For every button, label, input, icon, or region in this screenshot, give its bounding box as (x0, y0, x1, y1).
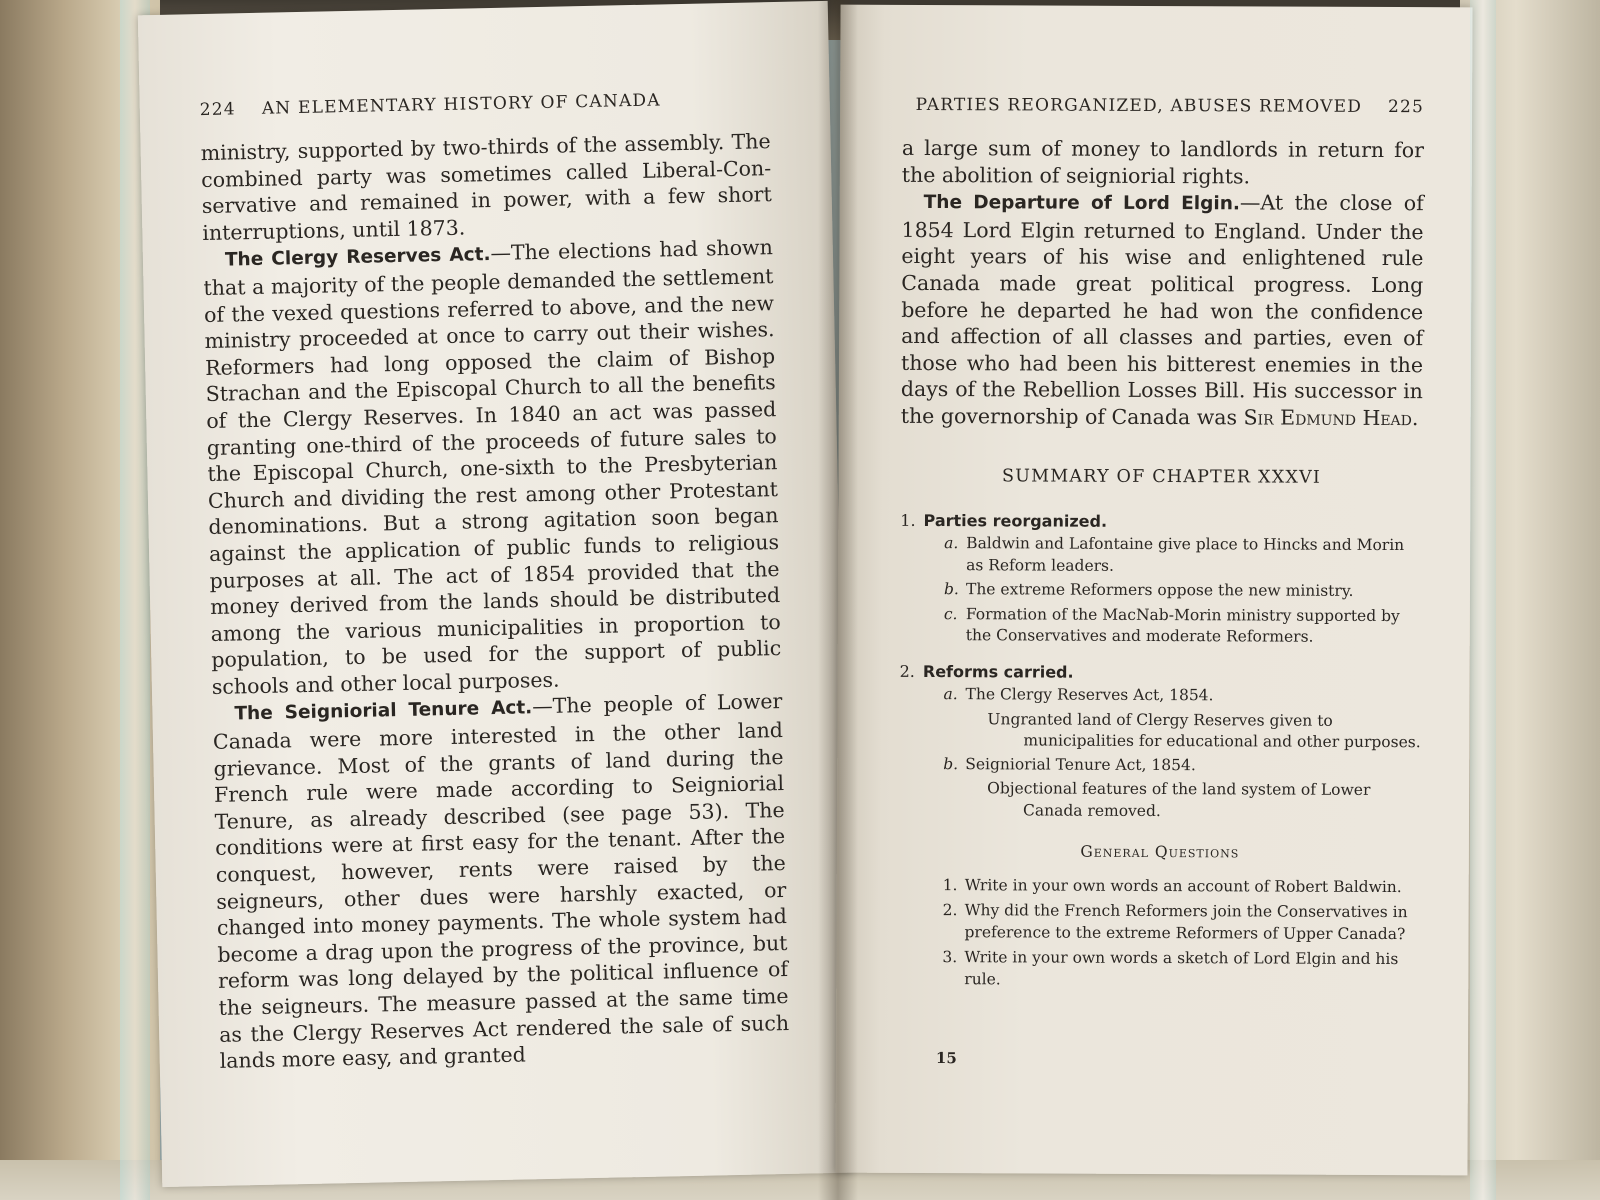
summary-section-heading (900, 509, 1422, 533)
paragraph (200, 128, 772, 246)
question-item (943, 875, 1421, 899)
paragraph-departure-elgin (901, 188, 1424, 432)
summary-subitem: Ungranted land of Clergy Reserves given to municipalities for educational and other purposes. (987, 709, 1421, 752)
right-page (835, 5, 1472, 1176)
book-gutter (818, 0, 858, 1200)
left-body-text (200, 128, 789, 1075)
paragraph-end: . (1411, 406, 1419, 431)
right-running-head (902, 95, 1424, 117)
question-text: Write in your own words an account of Robert Baldwin. (964, 875, 1402, 896)
seigniorial-tenure-heading: The Seigniorial Tenure Act. (234, 697, 533, 725)
paragraph-text: —At the close of 1854 Lord Elgin returned to England. Under the eight years of his wise and enlightened rule Canada made great political progress. Long before he departed he had won the confidence and affection of all classes and parties, even of those who had been his bitterest enemies in the days of the Rebellion Losses Bill. His successor in the governorship of Canada was (900, 190, 1424, 430)
question-item (942, 900, 1420, 945)
item-text: Formation of the MacNab-Morin ministry supported by the Conservatives and moderate Reformers. (965, 604, 1400, 646)
section-title: Parties reorganized. (923, 510, 1108, 531)
right-page-number: 225 (1388, 97, 1425, 118)
question-number: 2. (942, 901, 958, 920)
summary-item (944, 579, 1422, 603)
item-letter: c. (943, 604, 958, 623)
paragraph-text: a large sum of money to landlords in return for the abolition of seigniorial rights. (901, 135, 1424, 189)
left-running-head (200, 88, 770, 120)
paragraph-text: —The elections had shown that a majority of the people demanded the settlement of the vexed questions referred to above, and the new ministry proceeded at once to carry out their wishes. Reformers had long opposed the claim of Bishop Strachan and the Episcopal Church to all the benefits of the Clergy Reserves. In 1840 an act was passed granting one-third of the proceeds of future sales to the Episcopal Church, one-sixth to the Presbyterian Church and dividing the rest among other Protestant denominations. But a strong agitation soon began against the application of public funds to religious purposes at all. The act of 1854 provided that the money derived from the lands should be distributed among the various municipalities in proportion to population, to be used for the support of public schools and other local purposes. (203, 235, 782, 699)
chapter-summary (898, 509, 1422, 992)
question-number: 1. (942, 875, 958, 894)
clergy-reserves-heading: The Clergy Reserves Act. (224, 244, 491, 271)
left-page (138, 1, 852, 1187)
summary-subitem: Objectional features of the land system of Lower Canada removed. (987, 779, 1371, 820)
left-running-title: AN ELEMENTARY HISTORY OF CANADA (261, 90, 661, 119)
item-letter: b. (943, 580, 959, 599)
item-text: The extreme Reformers oppose the new ministry. (965, 580, 1354, 600)
summary-item (944, 604, 1422, 649)
elgin-heading: The Departure of Lord Elgin. (923, 192, 1240, 215)
right-body-text (901, 135, 1424, 432)
glass-plate-right (1470, 0, 1496, 1200)
signature-mark: 15 (935, 1049, 957, 1068)
section-title: Reforms carried. (922, 661, 1074, 682)
summary-item (943, 684, 1421, 708)
paragraph-text: —The people of Lower Canada were more interested in the other land grievance. Most of the grants of land during the French rule were made according to Seigniorial Tenure, as already described (see page 53). The conditions were at first easy for the tenant. After the conquest, however, rents were raised by the seigneurs, other dues were harshly exacted, or changed into money payments. The whole system had become a drag upon the progress of the province, but reform was long delayed by the political influence of the seigneurs. The measure passed at the same time as the Clergy Reserves Act rendered the sale of such lands more easy, and granted (212, 689, 790, 1074)
item-text: The Clergy Reserves Act, 1854. (965, 685, 1214, 705)
item-letter: b. (943, 754, 959, 773)
item-text: Seigniorial Tenure Act, 1854. (965, 754, 1196, 774)
question-number: 3. (942, 948, 958, 967)
question-text: Write in your own words a sketch of Lord Elgin and his rule. (964, 948, 1399, 988)
summary-item (943, 754, 1421, 778)
item-letter: a. (944, 534, 959, 553)
paragraph-seigniorial-tenure (212, 688, 790, 1074)
section-number: 1. (900, 510, 916, 530)
paragraph-text: ministry, supported by two-thirds of the assembly. The combined party was sometimes called Liberal-Conservative and remained in power, with a few short interruptions, until 1873. (200, 129, 772, 245)
general-questions-title: General Questions (1080, 842, 1240, 862)
summary-title: SUMMARY OF CHAPTER XXXVI (1001, 465, 1322, 488)
left-page-number: 224 (199, 99, 237, 121)
right-running-title: PARTIES REORGANIZED, ABUSES REMOVED (915, 94, 1363, 117)
successor-name: Sir Edmund Head (1243, 405, 1412, 431)
question-text: Why did the French Reformers join the Conservatives in preference to the extreme Reformers of Upper Canada? (964, 901, 1408, 943)
item-text: Baldwin and Lafontaine give place to Hincks and Morin as Reform leaders. (966, 534, 1405, 575)
question-item (942, 947, 1420, 992)
item-letter: a. (943, 685, 958, 704)
summary-section-heading (900, 660, 1422, 684)
paragraph-continuation (902, 135, 1424, 190)
summary-item (944, 533, 1422, 578)
paragraph-clergy-reserves (203, 234, 782, 700)
section-number: 2. (899, 661, 915, 681)
